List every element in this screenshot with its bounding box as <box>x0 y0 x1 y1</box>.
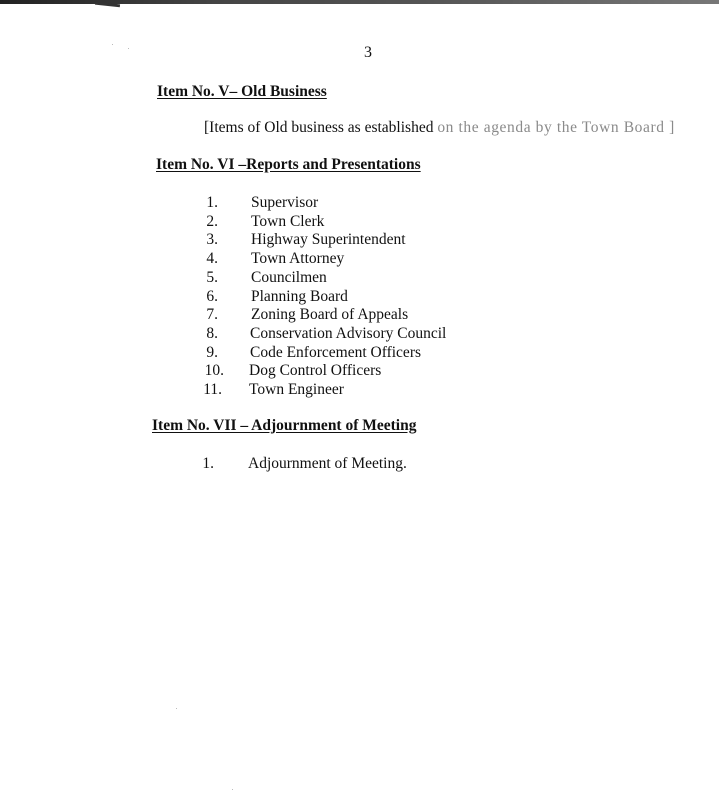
section-heading-reports: Item No. VI –Reports and Presentations <box>156 156 421 173</box>
list-item-number: 8. <box>206 324 218 342</box>
list-item-number: 4. <box>206 250 218 268</box>
scan-speck <box>176 708 177 709</box>
list-item-number: 2. <box>206 212 218 230</box>
page-number: 3 <box>364 44 372 61</box>
adjournment-item-label: Adjournment of Meeting. <box>248 455 407 472</box>
list-item-label: Dog Control Officers <box>249 362 382 380</box>
list-item-number: 3. <box>206 231 218 249</box>
list-item-label: Conservation Advisory Council <box>250 324 447 342</box>
list-item-number: 11. <box>203 381 222 398</box>
list-item-label: Zoning Board of Appeals <box>251 306 409 324</box>
list-item-number: 6. <box>206 287 218 305</box>
adjournment-item-number: 1. <box>202 455 214 472</box>
old-business-note <box>204 119 675 137</box>
list-item-label: Supervisor <box>251 194 319 211</box>
list-item-number: 5. <box>206 268 218 286</box>
section-heading-old-business: Item No. V– Old Business <box>157 83 327 100</box>
old-business-note-text: [Items of Old business as established <box>204 119 438 136</box>
list-item-label: Highway Superintendent <box>251 231 406 249</box>
list-item-number: 7. <box>206 306 218 324</box>
scan-speck <box>232 789 233 790</box>
scan-speck <box>112 44 113 45</box>
list-item-number: 9. <box>206 343 218 361</box>
list-item-label: Town Clerk <box>251 212 325 230</box>
list-item-label: Town Attorney <box>251 250 345 268</box>
old-business-note-faded-text: on the agenda by the Town Board ] <box>437 119 675 136</box>
list-item-label: Town Engineer <box>249 381 344 398</box>
list-item-number: 10. <box>204 362 224 380</box>
list-item-label: Councilmen <box>251 268 327 286</box>
list-item-number: 1. <box>206 194 218 211</box>
list-item-label: Code Enforcement Officers <box>250 343 422 361</box>
section-heading-adjournment: Item No. VII – Adjournment of Meeting <box>152 417 417 434</box>
list-item-label: Planning Board <box>251 287 348 305</box>
scan-speck <box>128 48 129 49</box>
